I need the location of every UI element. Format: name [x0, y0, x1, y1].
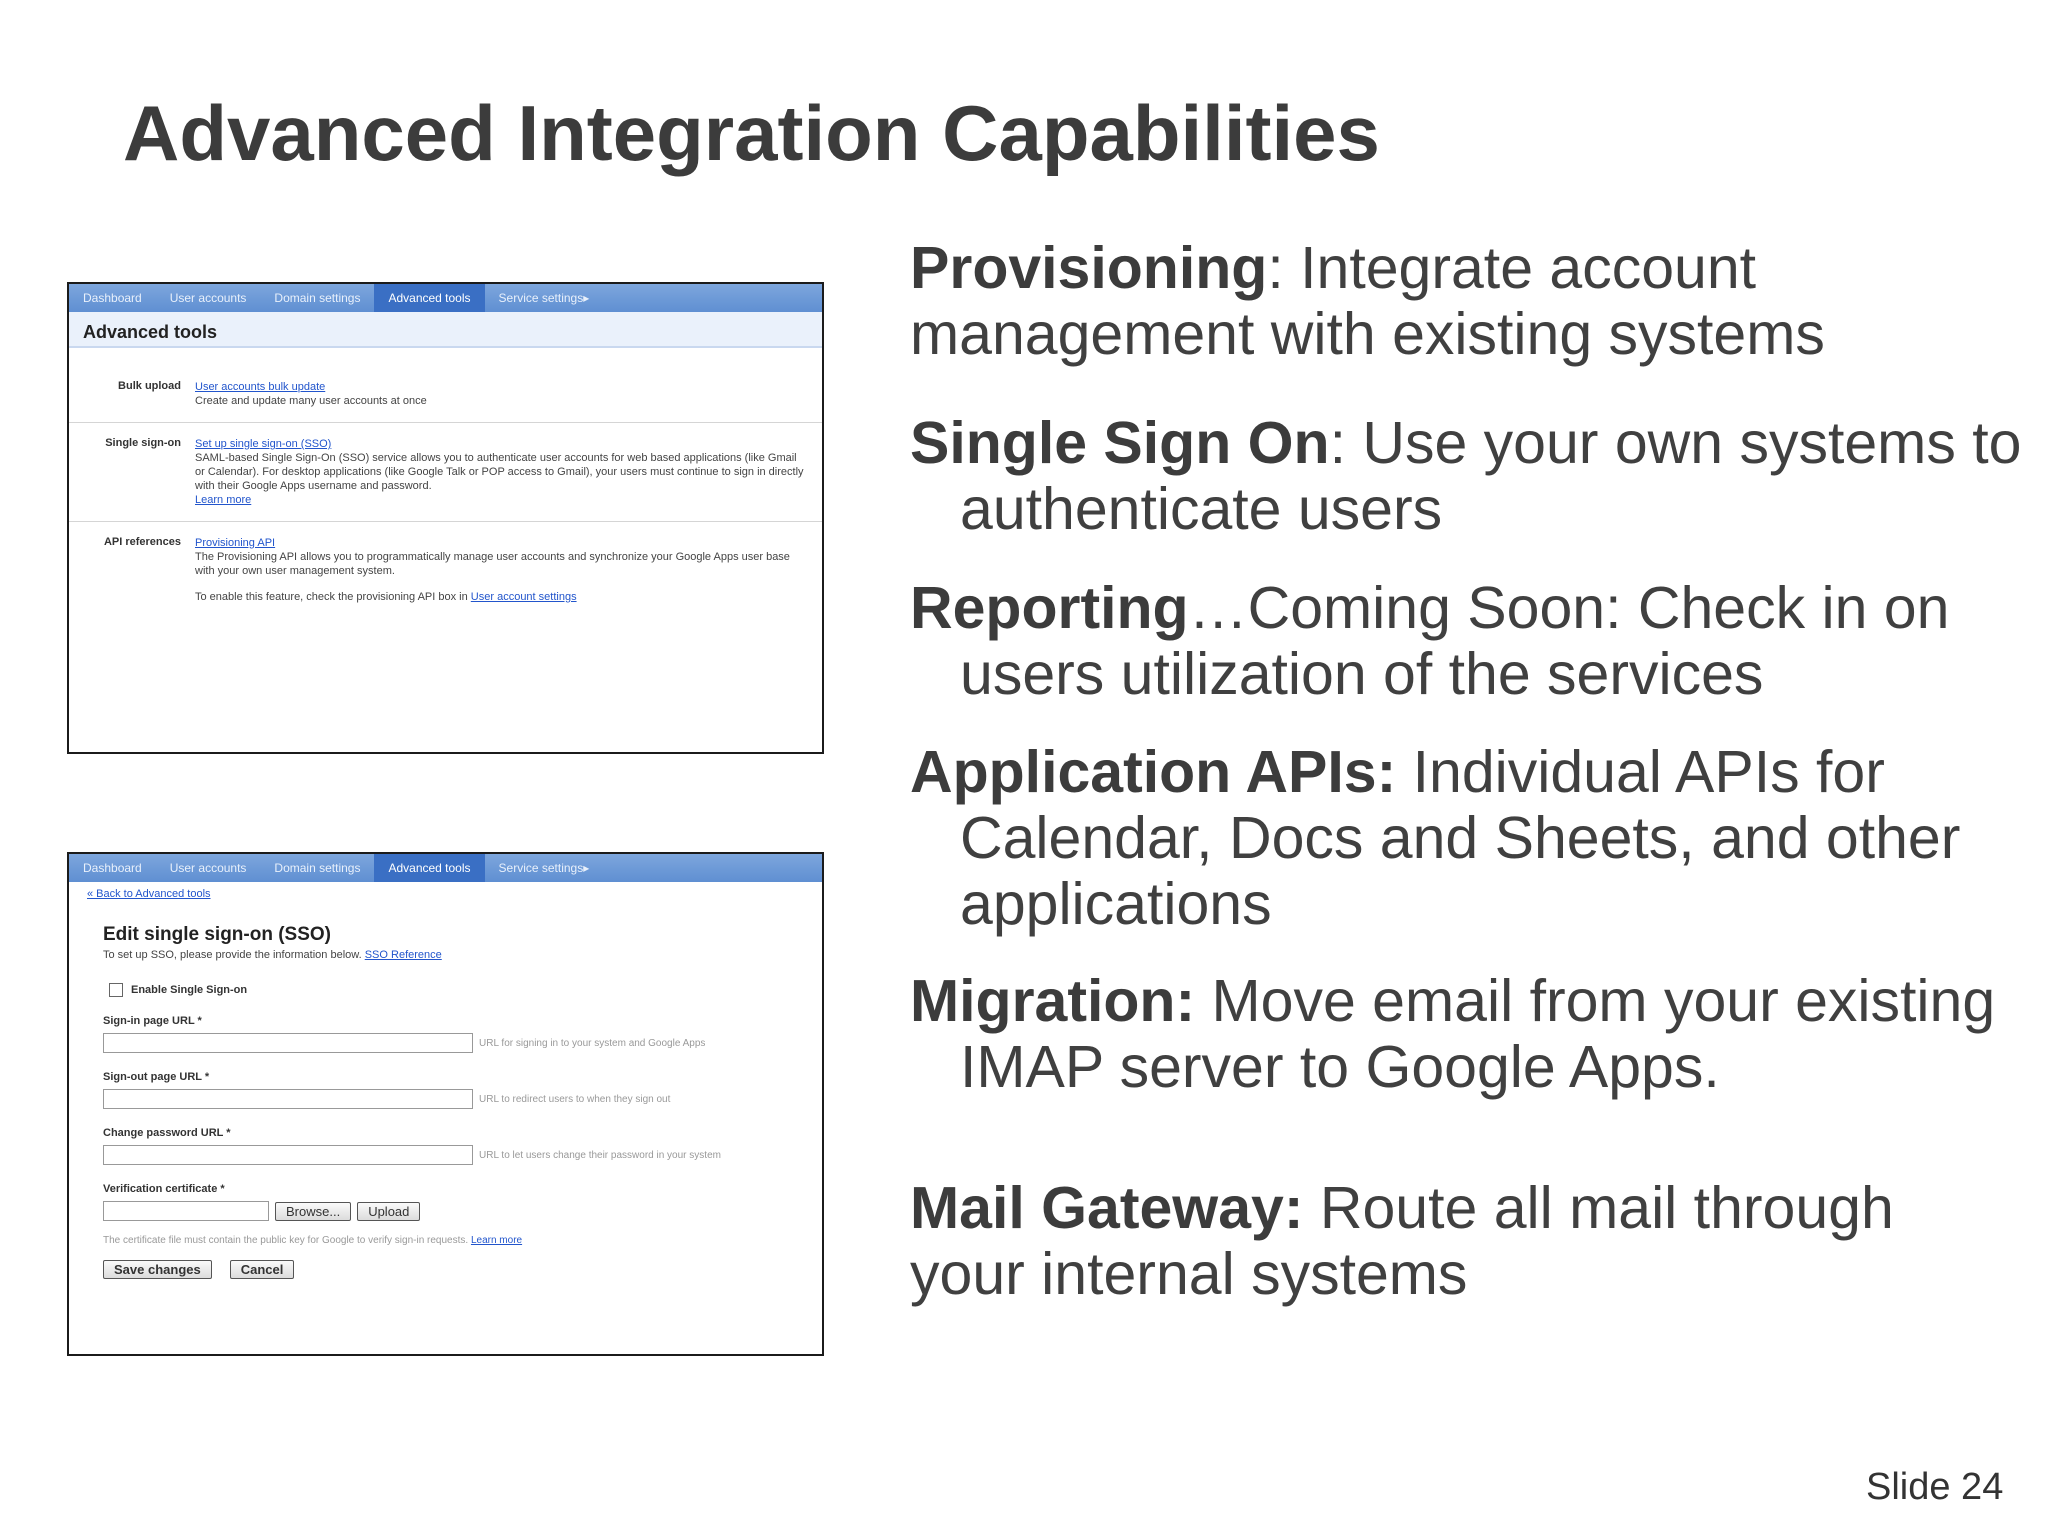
bullet-heading: Reporting	[910, 575, 1189, 641]
field-row	[103, 1201, 822, 1221]
tab-user-accounts: User accounts	[169, 291, 247, 305]
back-link: « Back to Advanced tools	[87, 888, 211, 900]
field-hint: URL to let users change their password in your system	[479, 1149, 721, 1161]
bullet-text: Route all mail through	[1303, 1175, 1894, 1241]
bullet-text: : Use your own systems to	[1329, 410, 2022, 476]
tools-list	[69, 348, 822, 618]
bullet-text-line2: users utilization of the services	[960, 641, 1764, 707]
bullet-single-sign-on	[910, 410, 2021, 542]
upload-button: Upload	[357, 1202, 420, 1221]
row-body	[195, 380, 441, 408]
bullet-text: : Integrate account	[1267, 235, 1757, 301]
slide-number: Slide 24	[1866, 1466, 2004, 1508]
bullet-text-line2: IMAP server to Google Apps.	[960, 1034, 1720, 1100]
bullet-application-apis	[910, 739, 1960, 937]
bullet-text: Individual APIs for	[1396, 739, 1885, 805]
note-learn-more-link: Learn more	[470, 1235, 523, 1246]
bulk-update-link: User accounts bulk update	[195, 381, 326, 393]
bullet-text-line2: management with existing systems	[910, 301, 1825, 367]
tab-advanced-tools: Advanced tools	[374, 854, 484, 882]
learn-more-link: Learn more	[195, 494, 252, 506]
sign-in-url-field	[69, 997, 822, 1053]
certificate-label: Verification certificate *	[103, 1183, 225, 1195]
sign-in-url-input	[103, 1033, 473, 1053]
bullet-text-line2: authenticate users	[960, 476, 1443, 542]
bullet-heading: Application APIs:	[910, 739, 1397, 805]
change-password-url-field	[69, 1109, 822, 1165]
bullet-text: Move email from your existing	[1195, 968, 1996, 1034]
bullet-heading: Mail Gateway:	[910, 1175, 1304, 1241]
note-text: The certificate file must contain the public key for Google to verify sign-in requests.	[103, 1235, 469, 1246]
field-hint: URL for signing in to your system and Google Apps	[479, 1037, 706, 1049]
certificate-input	[103, 1201, 269, 1221]
tab-dashboard: Dashboard	[83, 291, 142, 305]
advanced-tools-heading: Advanced tools	[69, 312, 822, 348]
cancel-button: Cancel	[230, 1260, 295, 1279]
enable-sso-checkbox-row	[69, 961, 822, 997]
sso-settings-screenshot	[67, 852, 824, 1356]
tools-row	[69, 366, 822, 423]
save-changes-button: Save changes	[103, 1260, 212, 1279]
sso-heading: Edit single sign-on (SSO)	[103, 924, 331, 945]
enable-sso-checkbox	[109, 983, 123, 997]
tab-user-accounts: User accounts	[169, 861, 247, 875]
row-text: The Provisioning API allows you to programmatically manage user accounts and synchronize your Google Apps user base with your own user management system.	[195, 551, 790, 577]
tab-service-settings: Service settings▸	[498, 861, 590, 875]
tab-bar	[69, 854, 822, 882]
bullet-text-line3: applications	[960, 871, 1272, 937]
bullet-provisioning	[910, 235, 1825, 367]
bullet-heading: Single Sign On	[910, 410, 1330, 476]
bullet-text: …Coming Soon: Check in on	[1188, 575, 1950, 641]
field-label: Sign-in page URL *	[103, 1015, 202, 1027]
bullet-heading: Migration:	[910, 968, 1196, 1034]
tools-row	[69, 522, 822, 618]
field-row	[103, 1033, 822, 1053]
row-text: Create and update many user accounts at once	[195, 395, 427, 407]
row-extra-text: To enable this feature, check the provisioning API box in	[195, 591, 468, 603]
row-body	[195, 536, 822, 604]
certificate-note	[69, 1221, 822, 1246]
sso-reference-link: SSO Reference	[364, 949, 442, 961]
bullet-migration	[910, 968, 1995, 1100]
field-row	[103, 1089, 822, 1109]
sign-out-url-field	[69, 1053, 822, 1109]
certificate-field	[69, 1165, 822, 1221]
row-text: SAML-based Single Sign-On (SSO) service allows you to authenticate user accounts for web based applications (like Gmail or Calendar). For desktop applications (like Google Talk or POP access to Gmail), your users must continue to sign in directly with their Google Apps username and password.	[195, 452, 804, 492]
slide-title: Advanced Integration Capabilities	[123, 89, 1380, 177]
tab-dashboard: Dashboard	[83, 861, 142, 875]
bullet-reporting	[910, 575, 1949, 707]
row-extra	[195, 590, 808, 604]
sso-description-text: To set up SSO, please provide the information below.	[103, 949, 362, 961]
row-label: Bulk upload	[118, 380, 181, 392]
row-label: Single sign-on	[105, 437, 181, 449]
bullet-text-line2: your internal systems	[910, 1241, 1468, 1307]
bullet-mail-gateway	[910, 1175, 1894, 1307]
browse-button: Browse...	[275, 1202, 351, 1221]
row-body	[195, 437, 822, 507]
tab-domain-settings: Domain settings	[274, 861, 361, 875]
sso-description	[69, 946, 822, 961]
user-account-settings-link: User account settings	[470, 591, 577, 603]
tab-service-settings: Service settings▸	[498, 291, 590, 305]
field-label: Change password URL *	[103, 1127, 231, 1139]
row-label: API references	[103, 536, 181, 548]
field-hint: URL to redirect users to when they sign out	[479, 1093, 671, 1105]
bullet-text-line2: Calendar, Docs and Sheets, and other	[960, 805, 1961, 871]
tab-domain-settings: Domain settings	[274, 291, 361, 305]
tools-row	[69, 423, 822, 522]
sign-out-url-input	[103, 1089, 473, 1109]
advanced-tools-screenshot	[67, 282, 824, 754]
bullet-heading: Provisioning	[910, 235, 1268, 301]
enable-sso-label: Enable Single Sign-on	[131, 984, 248, 996]
field-row	[103, 1145, 822, 1165]
sso-setup-link: Set up single sign-on (SSO)	[195, 438, 332, 450]
tab-advanced-tools: Advanced tools	[374, 284, 484, 312]
provisioning-api-link: Provisioning API	[195, 537, 276, 549]
tab-bar	[69, 284, 822, 312]
change-password-url-input	[103, 1145, 473, 1165]
form-buttons	[69, 1246, 822, 1279]
field-label: Sign-out page URL *	[103, 1071, 210, 1083]
